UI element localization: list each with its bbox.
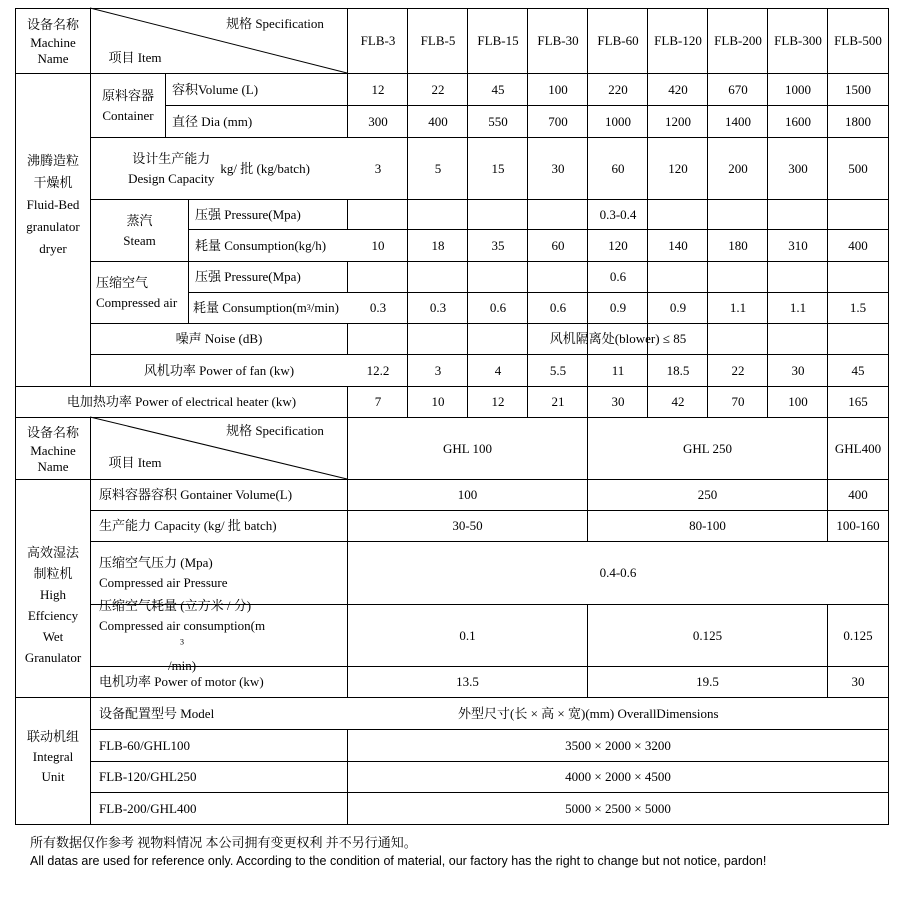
group-label-line: Integral — [32, 749, 74, 764]
steam-pressure-label: 压强 Pressure(Mpa) — [195, 206, 301, 222]
ghl-400-header: GHL400 — [834, 440, 882, 456]
group-label-line: 高效湿法 — [26, 545, 79, 560]
model-header-3: FLB-30 — [537, 33, 579, 48]
air-consumption-value-4: 0.9 — [609, 300, 627, 315]
ghl-air-cons-100: 0.1 — [459, 627, 476, 643]
ghl-motor-400: 30 — [851, 674, 865, 689]
dia-value-0: 300 — [368, 113, 388, 129]
group-label-line: granulator — [26, 219, 80, 234]
ghl-air-pressure-label: 压缩空气压力 (Mpa) Compressed air Pressure — [99, 555, 228, 590]
ghl-volume-400: 400 — [848, 487, 868, 502]
corner-spec-label-2: 规格 Specification — [226, 423, 324, 438]
integral-dims-2: 4000 × 2000 × 4500 — [565, 769, 671, 784]
air-consumption-value-7: 1.1 — [789, 300, 807, 315]
dia-value-4: 1000 — [605, 113, 631, 129]
heater-value-3: 21 — [551, 394, 565, 409]
ghl-capacity-250: 80-100 — [689, 518, 726, 533]
heater-value-4: 30 — [611, 394, 625, 409]
air-consumption-value-5: 0.9 — [669, 300, 687, 315]
steam-pressure-value: 0.3-0.4 — [599, 206, 637, 222]
steam-consumption-value-5: 140 — [668, 237, 688, 253]
dia-value-8: 1800 — [845, 113, 871, 129]
gontainer-volume-label: 原料容器容积 Gontainer Volume(L) — [99, 487, 293, 502]
ghl-capacity-label: 生产能力 Capacity (kg/ 批 batch) — [99, 518, 277, 533]
capacity-value-5: 120 — [668, 160, 688, 176]
footer-note-cn: 所有数据仅作参考 视物料情况 本公司拥有变更权利 并不另行通知。 — [30, 835, 417, 850]
fan-value-4: 11 — [611, 362, 625, 378]
group-label-line: 制粒机 — [33, 566, 73, 581]
ghl-100-header: GHL 100 — [443, 440, 492, 456]
steam-consumption-value-4: 120 — [608, 237, 628, 253]
fan-value-2: 4 — [494, 362, 502, 378]
volume-value-4: 220 — [608, 81, 628, 97]
motor-power-label: 电机功率 Power of motor (kw) — [99, 674, 264, 689]
heater-value-6: 70 — [731, 394, 745, 409]
air-consumption-value-1: 0.3 — [429, 300, 447, 315]
integral-dims-1: 3500 × 2000 × 3200 — [565, 737, 671, 753]
model-header-2: FLB-15 — [477, 33, 519, 48]
noise-label: 噪声 Noise (dB) — [175, 331, 263, 346]
high-efficiency-group-label — [16, 540, 90, 670]
model-header-8: FLB-500 — [834, 33, 882, 48]
capacity-value-3: 30 — [551, 160, 565, 176]
heater-value-5: 42 — [671, 394, 685, 409]
ghl-air-consumption-label: 压缩空气耗量 (立方米 / 分) Compressed air consumption(m $^3$ /min) — [99, 597, 266, 673]
fan-value-1: 3 — [434, 362, 442, 378]
volume-value-1: 22 — [431, 81, 445, 97]
steam-label: 蒸汽 Steam — [123, 212, 156, 248]
heater-value-2: 12 — [491, 394, 505, 409]
dimensions-column-header: 外型尺寸(长 × 高 × 宽)(mm) OverallDimensions — [458, 705, 719, 721]
air-consumption-label: 耗量 Consumption(m 3 /min) — [193, 300, 339, 315]
model-header-0: FLB-3 — [360, 33, 396, 48]
group-label-line: 联动机组 — [26, 729, 79, 744]
steam-consumption-value-2: 35 — [491, 237, 505, 253]
group-label-line: dryer — [39, 241, 67, 256]
integral-model-3: FLB-200/GHL400 — [99, 800, 197, 816]
noise-value: 风机隔离处(blower) ≤ 85 — [549, 331, 687, 346]
model-header-7: FLB-300 — [774, 33, 822, 48]
fan-value-3: 5.5 — [549, 362, 567, 378]
ghl-air-cons-400: 0.125 — [843, 627, 873, 643]
model-column-header: 设备配置型号 Model — [99, 705, 215, 721]
capacity-value-6: 200 — [728, 160, 748, 176]
air-consumption-value-0: 0.3 — [369, 300, 387, 315]
fluid-bed-group-label — [16, 140, 90, 270]
group-label-line: Wet — [42, 629, 64, 644]
integral-dims-3: 5000 × 2500 × 5000 — [565, 800, 671, 816]
heater-value-8: 165 — [848, 394, 868, 409]
volume-value-2: 45 — [491, 81, 505, 97]
heater-value-0: 7 — [374, 394, 382, 409]
volume-value-5: 420 — [668, 81, 688, 97]
group-label-line: High — [40, 587, 66, 602]
dia-value-3: 700 — [548, 113, 568, 129]
dia-value-2: 550 — [488, 113, 508, 129]
dia-value-1: 400 — [428, 113, 448, 129]
group-label-line: Fluid-Bed — [26, 197, 80, 212]
capacity-value-4: 60 — [611, 160, 625, 176]
volume-value-0: 12 — [371, 81, 385, 97]
heater-value-7: 100 — [788, 394, 808, 409]
ghl-motor-250: 19.5 — [696, 674, 719, 689]
corner-spec-label: 规格 Specification — [226, 16, 324, 31]
fan-value-5: 18.5 — [666, 362, 690, 378]
dia-value-5: 1200 — [665, 113, 691, 129]
integral-model-2: FLB-120/GHL250 — [99, 769, 197, 784]
group-label-line: Effciency — [27, 608, 79, 623]
steam-consumption-value-8: 400 — [848, 237, 868, 253]
ghl-capacity-400: 100-160 — [836, 518, 880, 533]
dia-value-6: 1400 — [725, 113, 751, 129]
group-label-line: Unit — [41, 769, 65, 784]
heater-power-label: 电加热功率 Power of electrical heater (kw) — [66, 394, 297, 409]
ghl-volume-100: 100 — [457, 487, 478, 502]
corner-item-label-2: 项目 Item — [108, 455, 162, 470]
design-capacity-label: 设计生产能力 Design Capacity kg/ 批 (kg/batch) — [128, 150, 310, 186]
dia-value-7: 1600 — [785, 113, 811, 129]
container-label: 原料容器 Container — [101, 88, 154, 123]
ghl-air-pressure-value: 0.4-0.6 — [599, 565, 637, 580]
model-header-5: FLB-120 — [654, 33, 702, 48]
group-label-line: 干燥机 — [33, 175, 73, 190]
air-consumption-value-2: 0.6 — [489, 300, 507, 315]
model-header-1: FLB-5 — [420, 33, 456, 48]
steam-consumption-value-1: 18 — [431, 237, 445, 253]
volume-value-8: 1500 — [845, 81, 871, 97]
steam-consumption-label: 耗量 Consumption(kg/h) — [195, 237, 327, 253]
group-label-line: 沸腾造粒 — [26, 153, 79, 168]
air-consumption-value-3: 0.6 — [549, 300, 567, 315]
air-consumption-value-6: 1.1 — [729, 300, 747, 315]
capacity-value-0: 3 — [374, 160, 382, 176]
volume-value-7: 1000 — [785, 81, 811, 97]
ghl-motor-100: 13.5 — [456, 674, 479, 689]
volume-value-6: 670 — [728, 81, 748, 97]
integral-unit-group-label — [16, 722, 90, 792]
steam-consumption-value-3: 60 — [551, 237, 565, 253]
fan-value-0: 12.2 — [366, 362, 390, 378]
air-consumption-value-8: 1.5 — [849, 300, 867, 315]
dia-label: 直径 Dia (mm) — [172, 113, 253, 129]
fan-value-8: 45 — [851, 362, 865, 378]
machine-name-header: 设备名称 Machine Name — [26, 17, 79, 66]
ghl-volume-250: 250 — [697, 487, 718, 502]
capacity-value-2: 15 — [491, 160, 505, 176]
fan-power-label: 风机功率 Power of fan (kw) — [143, 362, 295, 378]
air-pressure-value: 0.6 — [609, 269, 627, 284]
footer-note-en: All datas are used for reference only. According to the condition of material, our factory has the right to change but not notice, pardon! — [30, 854, 767, 868]
ghl-air-cons-250: 0.125 — [692, 627, 723, 643]
fan-value-6: 22 — [731, 362, 745, 378]
group-label-line: Granulator — [24, 650, 82, 665]
air-pressure-label: 压强 Pressure(Mpa) — [195, 269, 301, 284]
capacity-value-1: 5 — [434, 160, 442, 176]
compressed-air-label: 压缩空气 Compressed air — [96, 274, 178, 310]
ghl-250-header: GHL 250 — [683, 440, 732, 456]
steam-consumption-value-7: 310 — [788, 237, 808, 253]
fan-value-7: 30 — [791, 362, 805, 378]
steam-consumption-value-0: 10 — [371, 237, 385, 253]
heater-value-1: 10 — [431, 394, 445, 409]
model-header-6: FLB-200 — [714, 33, 762, 48]
volume-value-3: 100 — [548, 81, 568, 97]
ghl-capacity-100: 30-50 — [452, 518, 483, 533]
model-header-4: FLB-60 — [597, 33, 639, 48]
integral-model-1: FLB-60/GHL100 — [99, 737, 190, 753]
corner-item-label: 项目 Item — [108, 50, 162, 65]
machine-name-header-2: 设备名称 Machine Name — [26, 424, 79, 474]
capacity-value-7: 300 — [788, 160, 808, 176]
capacity-value-8: 500 — [848, 160, 868, 176]
steam-consumption-value-6: 180 — [728, 237, 748, 253]
volume-label: 容积Volume (L) — [172, 81, 259, 97]
